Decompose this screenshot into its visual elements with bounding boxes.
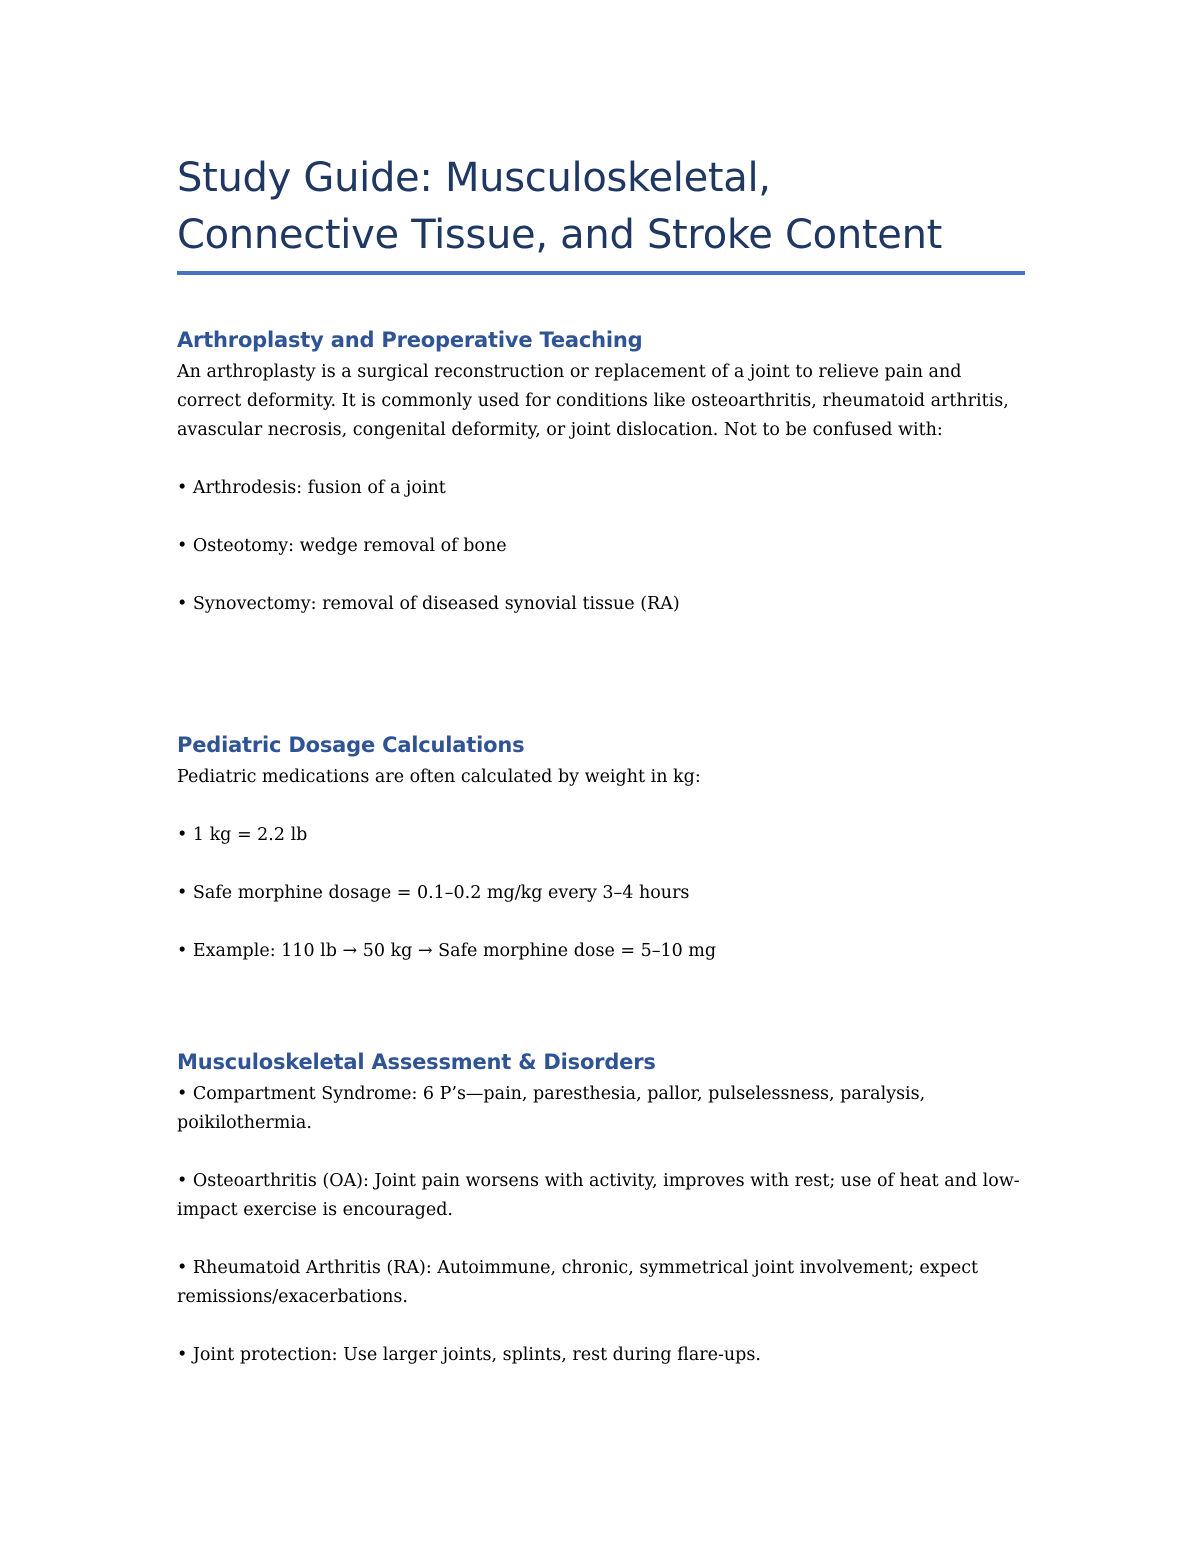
- title-underline: [177, 271, 1025, 275]
- bullet-item: • 1 kg = 2.2 lb: [177, 825, 308, 845]
- section-heading: Pediatric Dosage Calculations: [177, 733, 525, 757]
- bullet-item: • Osteoarthritis (OA): Joint pain worsens with activity, improves with rest; use of heat and low-impact exercise is encouraged.: [177, 1171, 1020, 1220]
- section-heading: Arthroplasty and Preoperative Teaching: [177, 328, 643, 352]
- bullet-item: • Compartment Syndrome: 6 P’s—pain, paresthesia, pallor, pulselessness, paralysis, poikilothermia.: [177, 1084, 926, 1133]
- bullet-item: • Joint protection: Use larger joints, splints, rest during flare-ups.: [177, 1345, 761, 1365]
- bullet-item: • Safe morphine dosage = 0.1–0.2 mg/kg every 3–4 hours: [177, 883, 690, 903]
- section-intro: An arthroplasty is a surgical reconstruction or replacement of a joint to relieve pain and correct deformity. It is commonly used for conditions like osteoarthritis, rheumatoid arthritis, avascular necrosis, congenital deformity, or joint dislocation. Not to be confused with:: [177, 362, 1009, 440]
- bullet-item: • Example: 110 lb → 50 kg → Safe morphine dose = 5–10 mg: [177, 941, 717, 961]
- section-arthroplasty: [177, 325, 1025, 619]
- title-line-1: Study Guide: Musculoskeletal,: [177, 155, 771, 201]
- bullet-item: • Rheumatoid Arthritis (RA): Autoimmune, chronic, symmetrical joint involvement; expect remissions/exacerbations.: [177, 1258, 979, 1307]
- section-heading: Musculoskeletal Assessment & Disorders: [177, 1050, 656, 1074]
- bullet-item: • Synovectomy: removal of diseased synovial tissue (RA): [177, 594, 680, 614]
- section-intro: Pediatric medications are often calculated by weight in kg:: [177, 767, 701, 787]
- bullet-item: • Osteotomy: wedge removal of bone: [177, 536, 507, 556]
- section-musculoskeletal: [177, 1047, 1025, 1370]
- bullet-item: • Arthrodesis: fusion of a joint: [177, 478, 446, 498]
- title-line-2: Connective Tissue, and Stroke Content: [177, 212, 943, 258]
- section-pediatric-dosage: [177, 730, 1025, 966]
- document-title: [177, 150, 1025, 264]
